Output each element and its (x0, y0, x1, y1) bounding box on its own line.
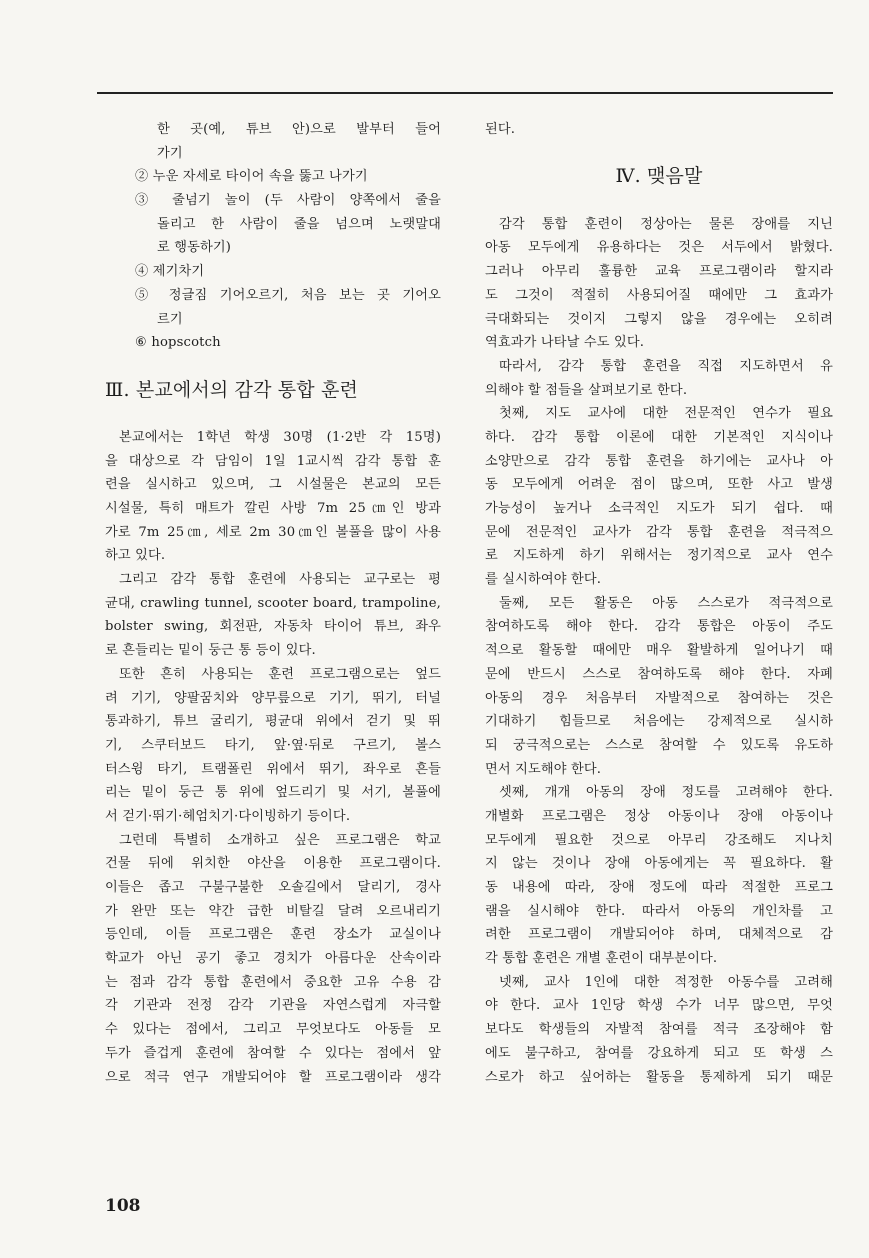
text-line: 를 실시하여야 한다. (485, 572, 602, 588)
left-column (105, 118, 441, 1089)
text-line: 등인데, 이들 프로그램은 훈련 장소가 교실이나 (105, 927, 441, 943)
text-line: 건물 뒤에 위치한 야산을 이용한 프로그램이다. (105, 856, 441, 872)
text-line: 아동의 경우 처음부터 자발적으로 참여하는 것은 (485, 690, 833, 706)
text-line: 에도 불구하고, 참여를 강요하게 되고 또 학생 스 (485, 1045, 833, 1061)
text-line: 가능성이 높거나 소극적인 지도가 되기 쉽다. 때 (485, 501, 833, 516)
text-line: 아동 모두에게 유용하다는 것은 서두에서 밝혔다. (485, 240, 833, 256)
text-line: 둘째, 모든 활동은 아동 스스로가 적극적으로 (499, 595, 833, 611)
text-line: 적으로 활동할 때에만 매우 활발하게 일어나기 때 (485, 643, 833, 659)
activity-list (105, 118, 441, 355)
text-line: 리는 밑이 둥근 통 위에 엎드리기 및 서기, 볼풀에 (105, 785, 441, 801)
text-line: 기대하기 힘들므로 처음에는 강제적으로 실시하 (485, 714, 833, 730)
text-line: 그리고 감각 통합 훈련에 사용되는 교구로는 평 (119, 572, 441, 588)
text-line: 로 흔들리는 밑이 둥근 통 등이 있다. (105, 643, 316, 659)
list-item: ⑥ hopscotch (135, 335, 221, 351)
text-line: 련을 실시하고 있으며, 그 시설물은 본교의 모든 (105, 477, 441, 493)
text-line: 문에 반드시 스스로 참여하도록 해야 한다. 자폐 (485, 666, 833, 682)
text-line: 려 기기, 양팔꿈치와 양무릎으로 기기, 뛰기, 터널 (105, 690, 441, 706)
text-line: 보다도 학생들의 자발적 참여를 적극 조장해야 함 (485, 1022, 833, 1038)
text-line: 동 모두에게 어려운 점이 많으며, 또한 사고 발생 (485, 477, 833, 493)
text-line: 문에 전문적인 교사가 감각 통합 훈련을 적극적으 (485, 524, 833, 540)
left-body-text (105, 426, 441, 1089)
text-line: 시설물, 특히 매트가 깔린 사방 7m 25㎝인 방과 (105, 501, 441, 516)
list-item: ③ 줄넘기 놀이 (두 사람이 양쪽에서 줄을 (135, 193, 441, 209)
text-line: 소양만으로 감각 통합 훈련을 하기에는 교사나 아 (485, 453, 833, 469)
text-line: 터스윙 타기, 트램폴린 위에서 뛰기, 좌우로 흔들 (105, 761, 441, 777)
text-line: 려한 프로그램이 개발되어야 하며, 대체적으로 감 (485, 927, 833, 943)
header-rule (97, 92, 833, 94)
text-line: 통과하기, 튜브 굴리기, 평균대 위에서 걷기 및 뛰 (105, 714, 441, 730)
text-line: 극대화되는 것이지 그렇지 않을 경우에는 오히려 (485, 311, 833, 327)
text-line: 램을 실시해야 한다. 따라서 아동의 개인차를 고 (485, 903, 833, 919)
text-line: 셋째, 개개 아동의 장애 정도를 고려해야 한다. (499, 785, 833, 801)
text-line: 그러나 아무리 훌륭한 교육 프로그램이라 할지라 (485, 264, 833, 280)
list-item-continuation: 가기 (157, 145, 183, 161)
right-body-text (485, 213, 833, 1089)
text-line: 각 기관과 전정 감각 기관을 자연스럽게 자극할 (105, 998, 441, 1014)
text-line: 역효과가 나타날 수도 있다. (485, 335, 645, 351)
text-line: 각 통합 훈련은 개별 훈련이 대부분이다. (485, 951, 718, 967)
text-line: 또한 흔히 사용되는 훈련 프로그램으로는 엎드 (119, 666, 441, 682)
text-line: 넷째, 교사 1인에 대한 적정한 아동수를 고려해 (499, 974, 833, 990)
text-line: 하고 있다. (105, 548, 166, 564)
text-line: 로 지도하게 하기 위해서는 정기적으로 교사 연수 (485, 548, 833, 564)
list-item: ④ 제기차기 (135, 264, 205, 280)
list-item-continuation: 한 곳(예, 튜브 안)으로 발부터 들어 (157, 122, 441, 137)
text-line: 기, 스쿠터보드 타기, 앞·옆·뒤로 구르기, 볼스 (105, 737, 441, 753)
text-line: 면서 지도해야 한다. (485, 761, 602, 777)
text-line: 모두에게 필요한 것으로 아무리 강조해도 지나치 (485, 832, 833, 848)
text-line: 는 점과 감각 통합 훈련에서 중요한 고유 수용 감 (105, 974, 441, 990)
text-line: 야 한다. 교사 1인당 학생 수가 너무 많으면, 무엇 (485, 998, 833, 1014)
text-line: 지 않는 것이나 장애 아동에게는 꼭 필요하다. 활 (485, 856, 833, 872)
text-line: 동 내용에 따라, 장애 정도에 따라 적절한 프로그 (485, 880, 833, 895)
section-heading-3: Ⅲ. 본교에서의 감각 통합 훈련 (105, 378, 358, 401)
text-line: 첫째, 지도 교사에 대한 전문적인 연수가 필요 (499, 406, 833, 422)
list-item: ② 누운 자세로 타이어 속을 뚫고 나가기 (135, 169, 368, 185)
text-line: 따라서, 감각 통합 훈련을 직접 지도하면서 유 (499, 358, 833, 374)
section-heading-4: Ⅳ. 맺음말 (615, 165, 703, 188)
text-line: 을 대상으로 각 담임이 1일 1교시씩 감각 통합 훈 (105, 453, 441, 469)
list-item-continuation: 르기 (157, 311, 183, 327)
text-line: 가 완만 또는 약간 급한 비탈길 달려 오르내리기 (105, 903, 441, 919)
text-line: 이들은 좁고 구불구불한 오솔길에서 달리기, 경사 (105, 880, 441, 895)
text-line: 수 있다는 점에서, 그리고 무엇보다도 아동들 모 (105, 1022, 441, 1038)
text-line: 서 걷기·뛰기·헤엄치기·다이빙하기 등이다. (105, 808, 351, 824)
text-line: 감각 통합 훈련이 정상아는 물론 장애를 지닌 (499, 216, 833, 232)
text-line: 으로 적극 연구 개발되어야 할 프로그램이라 생각 (105, 1069, 441, 1085)
text-line: 두가 즐겁게 훈련에 참여할 수 있다는 점에서 앞 (105, 1045, 441, 1061)
text-line: 되 궁극적으로는 스스로 참여할 수 있도록 유도하 (485, 737, 833, 753)
text-line: 가로 7m 25㎝, 세로 2m 30㎝인 볼풀을 많이 사용 (105, 524, 441, 540)
right-column (485, 118, 833, 1089)
text-line: 균대, crawling tunnel, scooter board, trampoline, (105, 595, 441, 611)
continuation-text: 된다. (485, 122, 516, 137)
text-line: 학교가 아닌 공기 좋고 경치가 아름다운 산속이라 (105, 951, 441, 967)
list-item-continuation: 로 행동하기) (157, 240, 232, 256)
text-line: 본교에서는 1학년 학생 30명 (1·2반 각 15명) (119, 429, 441, 445)
text-line: 참여하도록 해야 한다. 감각 통합은 아동이 주도 (485, 619, 833, 635)
text-line: 하다. 감각 통합 이론에 대한 기본적인 지식이나 (485, 429, 833, 445)
list-item: ⑤ 정글짐 기어오르기, 처음 보는 곳 기어오 (135, 287, 441, 303)
text-line: 스로가 하고 싶어하는 활동을 통제하게 되기 때문 (485, 1069, 833, 1085)
text-line: 그런데 특별히 소개하고 싶은 프로그램은 학교 (119, 832, 441, 848)
list-item-continuation: 돌리고 한 사람이 줄을 넘으며 노랫말대 (157, 216, 441, 232)
text-line: 도 그것이 적절히 사용되어질 때에만 그 효과가 (485, 287, 833, 303)
text-line: 의해야 할 점들을 살펴보기로 한다. (485, 382, 688, 398)
page-number: 108 (105, 1196, 141, 1216)
text-line: 개별화 프로그램은 정상 아동이나 장애 아동이나 (485, 808, 833, 824)
text-line: bolster swing, 회전판, 자동차 타이어 튜브, 좌우 (105, 619, 441, 635)
